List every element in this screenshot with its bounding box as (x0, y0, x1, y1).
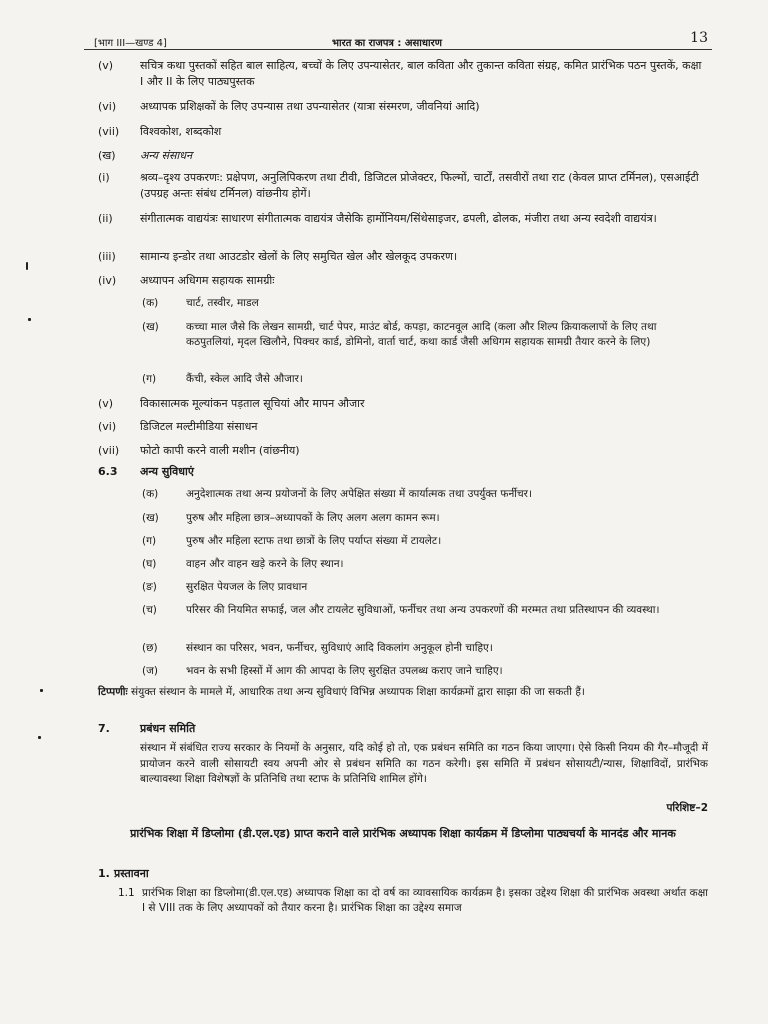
header-part-label: [भाग III—खण्ड 4] (94, 38, 167, 49)
item-text: परिसर की नियमित सफाई, जल और टायलेट सुविधाओं, फर्नीचर तथा अन्य उपकरणों की मरम्मत तथा प्रतिस्थापन की व्यवस्था। (186, 604, 660, 616)
item-label: (क) (142, 488, 159, 500)
section-label: (ख) (98, 149, 116, 162)
scan-mark (28, 318, 31, 321)
item-label: (ज) (142, 665, 158, 677)
scan-mark (40, 689, 43, 692)
item-text: पुरुष और महिला स्टाफ तथा छात्रों के लिए पर्याप्त संख्या में टायलेट। (186, 535, 442, 547)
item-text: सचित्र कथा पुस्तकों सहित बाल साहित्य, बच्चों के लिए उपन्यासेतर, बाल कविता और तुकान्त कविता संग्रह, कमित प्रारंभिक पठन पुस्तकें, कक्षा I और II के लिए पाठ्यपुस्तक (140, 59, 702, 88)
item-label: (v) (98, 397, 114, 410)
item-label: (ग) (142, 373, 157, 385)
item-text: संगीतात्मक वाद्ययंत्रः साधारण संगीतात्मक वाद्ययंत्र जैसेकि हार्मोनियम/सिंथेसाइजर, ढपली, ढोलक, मंजीरा तथा अन्य स्वदेशी वाद्ययंत्र। (140, 212, 657, 225)
section-title: अन्य संसाधन (140, 149, 193, 162)
item-text: सामान्य इन्डोर तथा आउटडोर खेलों के लिए समुचित खेल और खेलकूद उपकरण। (140, 250, 458, 263)
item-text: चार्ट, तस्वीर, माडल (186, 297, 259, 309)
item-text: कच्चा माल जैसे कि लेखन सामग्री, चार्ट पेपर, माउंट बोर्ड, कपड़ा, काटनवूल आदि (कला और शिल्प क्रियाकलापों के लिए तथा कठपुतलियां, मृदल खिलौने, पिक्चर कार्ड, डोमिनो, वार्ता चार्ट, कथा कार्ड जैसी अधिगम सहायक सामग्री तैयार करने के लिए) (186, 321, 657, 348)
item-text: सुरक्षित पेयजल के लिए प्रावधान (186, 581, 308, 593)
item-label: (छ) (142, 642, 158, 654)
section-title: प्रस्तावना (114, 867, 149, 880)
item-label: (क) (142, 297, 159, 309)
note-label: टिप्पणीः (98, 686, 128, 698)
note (98, 685, 708, 700)
item-text: विश्वकोश, शब्दकोश (140, 125, 222, 138)
item-text: अनुदेशात्मक तथा अन्य प्रयोजनों के लिए अपेक्षित संख्या में कार्यात्मक तथा उपर्युक्त फर्नीचर। (186, 488, 532, 500)
item-text: कैंची, स्केल आदि जैसे औजार। (186, 373, 303, 385)
item-label: (ङ) (142, 581, 157, 593)
item-label: (ii) (98, 212, 113, 225)
scan-mark (38, 736, 41, 739)
item-label: (v) (98, 59, 114, 72)
section-title: प्रबंधन समिति (140, 722, 196, 735)
appendix-title: प्रारंभिक शिक्षा में डिप्लोमा (डी.एल.एड) प्राप्त कराने वाले प्रारंभिक अध्यापक शिक्षा कार्यक्रम में डिप्लोमा पाठ्यचर्या के मानदंड और मानक (130, 827, 676, 840)
header-gazette-title: भारत का राजपत्र : असाधारण (332, 38, 442, 49)
section-paragraph: संस्थान में संबंधित राज्य सरकार के नियमों के अनुसार, यदि कोई हो तो, एक प्रबंधन समिति का गठन किया जाएगा। ऐसे किसी नियम की गैर–मौजूदी में प्रायोजन करने वाली सोसायटी स्वय अपनी ओर से प्रबंधन समिति का गठन करेगी। इस समिति में प्रबंधन सोसायटी/न्यास, शिक्षाविदों, प्रारंभिक बाल्यावस्था शिक्षा विशेषज्ञों के प्रतिनिधि तथा स्टाफ के प्रतिनिधि शामिल होंगे। (140, 742, 708, 785)
item-label: (vii) (98, 125, 120, 138)
item-text: डिजिटल मल्टीमीडिया संसाधन (140, 420, 258, 433)
item-label: (ख) (142, 321, 159, 333)
note-text: संयुक्त संस्थान के मामले में, आधारिक तथा अन्य सुविधाएं विभिन्न अध्यापक शिक्षा कार्यक्रमों द्वारा साझा की जा सकती हैं। (131, 686, 585, 698)
item-text: अध्यापक प्रशिक्षकों के लिए उपन्यास तथा उपन्यासेतर (यात्रा संस्मरण, जीवनियां आदि) (140, 100, 480, 113)
item-text: वाहन और वाहन खड़े करने के लिए स्थान। (186, 558, 344, 570)
item-label: (iv) (98, 274, 117, 287)
item-label: (ग) (142, 535, 157, 547)
section-number: 1. (98, 867, 110, 880)
item-text: फोटो कापी करने वाली मशीन (वांछनीय) (140, 444, 300, 457)
paragraph-text: प्रारंभिक शिक्षा का डिप्लोमा(डी.एल.एड) अध्यापक शिक्षा का दो वर्ष का व्यावसायिक कार्यक्रम है। इसका उद्देश्य शिक्षा की प्रारंभिक अवस्था अर्थात कक्षा I से VIII तक के लिए अध्यापकों को तैयार करना है। प्रारंभिक शिक्षा का उद्देश्य समाज (142, 887, 708, 914)
section-title: अन्य सुविधाएं (140, 465, 194, 478)
item-label: (घ) (142, 558, 157, 570)
item-label: (vi) (98, 420, 117, 433)
item-label: (vi) (98, 100, 117, 113)
item-label: (i) (98, 171, 110, 184)
item-text: भवन के सभी हिस्सों में आग की आपदा के लिए सुरक्षित उपलब्ध कराए जाने चाहिए। (186, 665, 503, 677)
item-label: (vii) (98, 444, 120, 457)
item-text: अध्यापन अधिगम सहायक सामग्रीः (140, 274, 275, 287)
item-label: (च) (142, 604, 157, 616)
page-header (84, 30, 712, 50)
item-text: पुरुष और महिला छात्र–अध्यापकों के लिए अलग अलग कामन रूम। (186, 512, 440, 524)
section-number: 7. (98, 722, 110, 735)
paragraph-number: 1.1 (118, 887, 135, 899)
item-text: विकासात्मक मूल्यांकन पड़ताल सूचियां और मापन औजार (140, 397, 365, 410)
item-text: श्रव्य–दृश्य उपकरणः: प्रक्षेपण, अनुलिपिकरण तथा टीवी, डिजिटल प्रोजेक्टर, फिल्मों, चार्टों, तसवीरों तथा राट (केवल प्राप्त टर्मिनल), एसआईटी (उपग्रह अन्तः संबंध टर्मिनल) वांछनीय होगें। (140, 171, 699, 200)
item-label: (iii) (98, 250, 116, 263)
item-label: (ख) (142, 512, 159, 524)
item-text: संस्थान का परिसर, भवन, फर्नीचर, सुविधाएं आदि विकलांग अनुकूल होनी चाहिए। (186, 642, 493, 654)
section-number: 6.3 (98, 465, 118, 478)
scan-mark (26, 262, 28, 270)
appendix-label: परिशिष्ट–2 (666, 802, 708, 814)
page-number: 13 (690, 30, 708, 46)
